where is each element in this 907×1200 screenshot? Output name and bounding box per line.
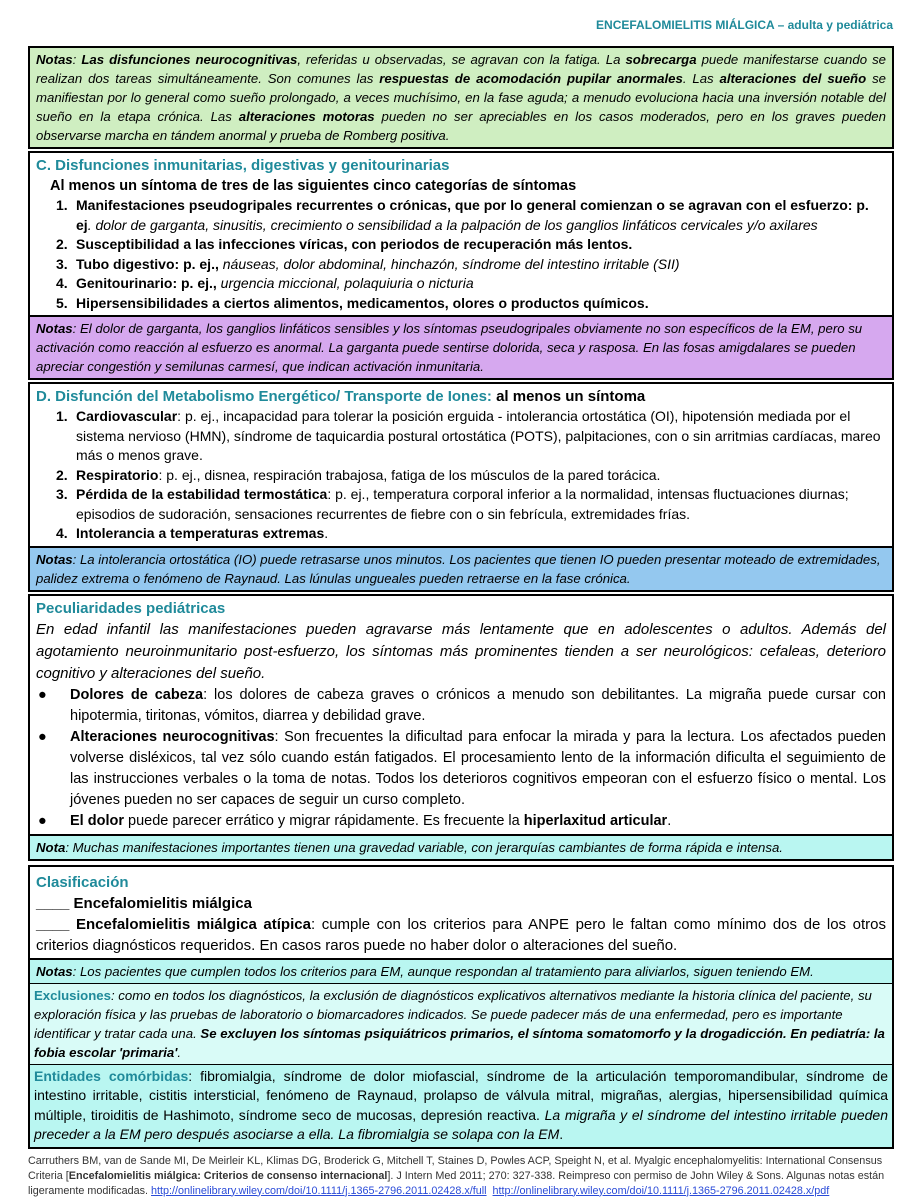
note-text: . Las — [682, 71, 720, 86]
header-subtitle: adulta y pediátrica — [787, 18, 893, 32]
item-number: 3. — [56, 486, 68, 502]
item-bold: Cardiovascular — [76, 408, 178, 424]
option-1-label: Encefalomielitis miálgica — [73, 894, 252, 912]
bullet-text: : Son frecuentes la dificultad para enfocar la mirada y para la lectura. Los afectados pueden volverse disléxicos, tal vez sólo cuando están fatigados. El procesamiento lento de la información dificulta el seguimiento de las instrucciones verbales o la toma de notas. Todos los deterioros cognitivos empeoran con el esfuerzo físico o mental. Los jóvenes pueden no ser capaces de seguir un curso completo. — [70, 728, 887, 808]
section-c-title: C. Disfunciones inmunitarias, digestivas y genitourinarias — [36, 157, 450, 174]
note-label: Notas — [36, 52, 73, 67]
item-text — [76, 274, 886, 294]
exclusions-block — [30, 983, 892, 1064]
exclusions-end: . — [177, 1044, 182, 1060]
bullet-item — [36, 811, 886, 832]
item-desc: : p. ej., temperatura corporal inferior a la normalidad, intensas fluctuaciones diurnas; episodios de sudoración, sensaciones recurrentes de fiebre con o sin febrícula, extremidades frías. — [76, 486, 849, 522]
bullet-text — [70, 727, 886, 811]
pediatric-bullets — [36, 685, 886, 832]
section-d-title-suffix: al menos un síntoma — [491, 388, 646, 405]
item-desc: . dolor de garganta, sinusitis, crecimiento o sensibilidad a la palpación de los ganglios linfáticos cervicales y/o axilares — [87, 216, 818, 233]
citation-text: ]. J Intern Med 2011; 270: 327-338. Reimpreso con permiso de John Wiley & Sons. Algunas notas están ligeramente modificadas. — [28, 1169, 885, 1197]
item-number: 1. — [56, 197, 68, 213]
item-text — [76, 235, 886, 255]
note-text: : — [72, 52, 82, 67]
item-number: 3. — [56, 255, 68, 272]
note-bold: sobrecarga — [625, 52, 697, 67]
note-text: se manifiestan por lo general como sueño prolongado, a veces muchísimo, en la fase aguda; a menudo evoluciona hacia una inversión notable del sueño en la etapa crónica. Las — [36, 71, 887, 124]
item-desc: . — [324, 525, 329, 541]
item-bold: Intolerancia a temperaturas extremas — [76, 525, 325, 541]
item-text — [76, 255, 886, 275]
note-bold: alteraciones motoras — [238, 109, 375, 124]
note-text: pueden no ser apreciables en los casos moderados, pero en los graves pueden observarse marcha en tándem anormal y prueba de Romberg positiva. — [36, 109, 886, 143]
item-number: 5. — [56, 294, 68, 311]
citation — [28, 1151, 894, 1199]
comorbid-label: Entidades comórbidas — [34, 1067, 189, 1084]
neurocognitive-note — [28, 46, 894, 149]
note-text: : Los pacientes que cumplen todos los criterios para EM, aunque respondan al tratamiento para aliviarlos, siguen teniendo EM. — [72, 963, 814, 979]
exclusions-bold: Se excluyen los síntomas psiquiátricos primarios, el síntoma somatomorfo y la drogadicción. En pediatría: la fobia escolar 'primaria' — [34, 1025, 885, 1060]
list-item — [56, 274, 886, 294]
item-bold: Tubo digestivo: p. ej., — [76, 255, 219, 272]
note-label: Notas — [36, 963, 73, 979]
option-2-text: : cumple con los criterios para ANPE pero le faltan como mínimo dos de los otros criterios diagnósticos requeridos. En casos raros puede no haber dolor o alteraciones del sueño. — [36, 915, 887, 954]
bullet-icon: ● — [38, 812, 47, 829]
comorbid-end: . — [559, 1126, 564, 1142]
section-d-title — [36, 387, 886, 407]
pediatric-title: Peculiaridades pediátricas — [36, 599, 226, 617]
item-number: 1. — [56, 408, 68, 424]
bullet-bold: El dolor — [70, 812, 124, 829]
bullet-text — [70, 685, 886, 727]
section-c-note — [30, 315, 892, 378]
content — [28, 46, 894, 1199]
section-d-note — [30, 546, 892, 590]
classification-title: Clasificación — [36, 873, 129, 891]
item-bold: Respiratorio — [76, 466, 159, 483]
note-bold: Las disfunciones neurocognitivas — [81, 52, 298, 67]
item-bold: Manifestaciones pseudogripales recurrentes o crónicas, que por lo general comienzan o se agravan con el esfuerzo: p. ej — [76, 197, 869, 233]
note-label: Notas — [36, 321, 73, 336]
list-item — [56, 407, 886, 466]
list-item — [56, 255, 886, 275]
exclusions-text: : como en todos los diagnósticos, la exclusión de diagnósticos explicativos alternativos mediante la historia clínica del paciente, su exploración física y las pruebas de laboratorio o biomarcadores indicados. Se puede padecer más de una enfermedad, pero es importante identificar y tratar cada una. — [34, 987, 872, 1041]
item-text — [76, 524, 886, 544]
note-text: puede manifestarse cuando se realizan dos tareas simultáneamente. Son comunes las — [36, 52, 887, 86]
comorbid-text: : fibromialgia, síndrome de dolor miofascial, síndrome de la articulación temporomandibular, síndrome de intestino irritable, cistitis intersticial, fenómeno de Raynaud, prolapso de válvula mitral, migrañas, alergias, hipersensibilidad química múltiple, tiroiditis de Hashimoto, síndrome seco de mucosas, depresión reactiva. — [34, 1067, 888, 1123]
running-header — [596, 18, 893, 32]
bullet-item — [36, 685, 886, 727]
classification-option-1 — [36, 893, 886, 914]
section-d-title-text: D. Disfunción del Metabolismo Energético/ Transporte de Iones: — [36, 388, 492, 405]
item-bold: Susceptibilidad a las infecciones víricas, con periodos de recuperación más lentos. — [76, 236, 633, 252]
item-number: 2. — [56, 236, 68, 252]
bullet-text2: . — [667, 812, 672, 829]
classification-note — [30, 958, 892, 983]
item-desc: urgencia miccional, polaquiuria o nicturia — [216, 275, 474, 291]
classification-option-2 — [36, 914, 886, 956]
item-desc: : p. ej., disnea, respiración trabajosa, fatiga de los músculos de la pared torácica. — [158, 466, 661, 483]
item-bold: Pérdida de la estabilidad termostática — [76, 486, 328, 502]
section-c-list — [36, 196, 886, 313]
list-item — [56, 196, 886, 235]
section-c — [28, 151, 894, 380]
item-bold: Hipersensibilidades a ciertos alimentos, medicamentos, olores o productos químicos. — [76, 294, 649, 311]
section-c-subtitle: Al menos un síntoma de tres de las siguientes cinco categorías de síntomas — [50, 178, 577, 194]
item-text — [76, 407, 886, 466]
bullet-bold2: hiperlaxitud articular — [523, 812, 668, 829]
bullet-icon: ● — [38, 686, 47, 703]
item-text — [76, 466, 886, 486]
bullet-bold: Dolores de cabeza — [70, 686, 204, 703]
blank-line: ____ — [36, 915, 70, 933]
citation-link-full[interactable]: http://onlinelibrary.wiley.com/doi/10.1111/j.1365-2796.2011.02428.x/full — [151, 1184, 487, 1197]
comorbid-block — [30, 1064, 892, 1147]
citation-bold: Encefalomielitis miálgica: Criterios de consenso internacional — [68, 1169, 388, 1182]
citation-link-pdf[interactable]: http://onlinelibrary.wiley.com/doi/10.1111/j.1365-2796.2011.02428.x/pdf — [492, 1184, 830, 1197]
item-number: 4. — [56, 525, 68, 541]
bullet-text: puede parecer errático y migrar rápidamente. Es frecuente la — [123, 812, 524, 829]
note-bold: respuestas de acomodación pupilar anormales — [379, 71, 683, 86]
bullet-text — [70, 811, 886, 832]
item-text — [76, 485, 886, 524]
option-2-label: Encefalomielitis miálgica atípica — [75, 915, 311, 933]
citation-text: Carruthers BM, van de Sande MI, De Meirleir KL, Klimas DG, Broderick G, Mitchell T, Staines D, Powles ACP, Speight N, et al. Myalgic encephalomyelitis: International Consensus Criteria [ — [28, 1154, 883, 1182]
item-number: 4. — [56, 275, 68, 291]
note-bold: alteraciones del sueño — [719, 71, 867, 86]
comorbid-italic: La migraña y el síndrome del intestino irritable pueden preceder a la EM pero después asociarse a ella. La fibromialgia se solapa con la EM — [34, 1106, 888, 1142]
bullet-icon: ● — [38, 728, 47, 745]
note-text: : El dolor de garganta, los ganglios linfáticos sensibles y los síntomas pseudogripales obviamente no son específicos de la EM, pero su activación como reacción al esfuerzo es anormal. La garganta puede sentirse dolorida, seca y rasposa. En las fosas amigdalares se pueden apreciar congestión y semilunas carmesí, que indican activación inmunitaria. — [36, 321, 863, 374]
item-bold: Genitourinario: p. ej., — [76, 275, 217, 291]
pediatric-intro: En edad infantil las manifestaciones pueden agravarse más lentamente que en adolescentes o adultos. Además del agotamiento neuroinmunitario post-esfuerzo, los síntomas más prominentes tienden a ser neurológicos: cefaleas, deterioro cognitivo y alteraciones del sueño. — [36, 620, 886, 682]
header-title: ENCEFALOMIELITIS MIÁLGICA – — [596, 18, 785, 32]
section-d — [28, 382, 894, 592]
blank-line: ____ — [36, 894, 70, 912]
exclusions-label: Exclusiones — [34, 987, 111, 1003]
list-item — [56, 524, 886, 544]
list-item — [56, 466, 886, 486]
list-item — [56, 485, 886, 524]
bullet-text: : los dolores de cabeza graves o crónicos a menudo son debilitantes. La migraña puede cursar con hipotermia, tiritonas, vómitos, diarrea y debilidad grave. — [70, 686, 886, 724]
note-text: , referidas u observadas, se agravan con la fatiga. La — [297, 52, 626, 67]
classification-section — [28, 865, 894, 1149]
note-label: Notas — [36, 551, 73, 567]
list-item — [56, 235, 886, 255]
list-item — [56, 294, 886, 314]
item-text — [76, 294, 886, 314]
bullet-bold: Alteraciones neurocognitivas — [70, 728, 275, 745]
item-desc: náuseas, dolor abdominal, hinchazón, síndrome del intestino irritable (SII) — [218, 255, 680, 272]
item-desc: : p. ej., incapacidad para tolerar la posición erguida - intolerancia ortostática (OI), hipotensión mediada por el sistema nervioso (HMN), síndrome de taquicardia postural ortostática (POTS), palpitaciones, con o sin arritmias cardíacas, mareo más o menos grave. — [76, 408, 881, 463]
pediatric-note — [30, 834, 892, 859]
bullet-item — [36, 727, 886, 811]
section-d-list — [36, 407, 886, 544]
item-number: 2. — [56, 466, 68, 483]
note-label: Nota — [36, 839, 66, 855]
pediatric-section — [28, 594, 894, 861]
note-text: : Muchas manifestaciones importantes tienen una gravedad variable, con jerarquías cambiantes de forma rápida e intensa. — [65, 839, 783, 855]
item-text — [76, 196, 886, 235]
note-text: : La intolerancia ortostática (IO) puede retrasarse unos minutos. Los pacientes que tienen IO pueden presentar moteado de extremidades, palidez extrema o fenómeno de Raynaud. Las lúnulas ungueales pueden retraerse en la fase crónica. — [36, 551, 881, 586]
